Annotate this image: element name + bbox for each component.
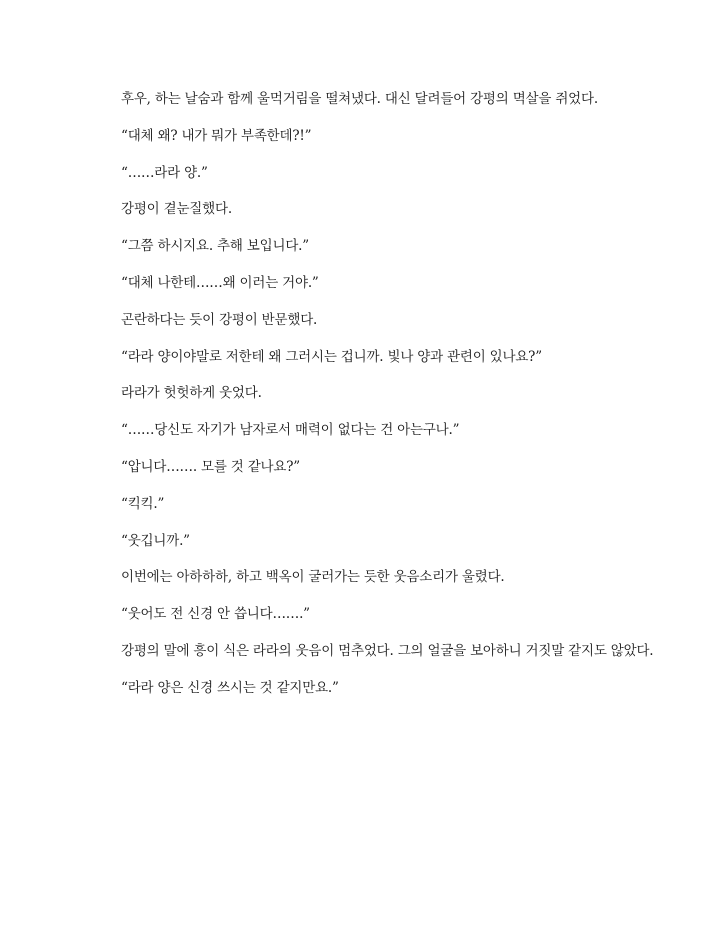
paragraph: “웃깁니까.”	[121, 532, 190, 549]
paragraph: “킥킥.”	[121, 495, 165, 512]
paragraph: “웃어도 전 신경 안 씁니다…….”	[121, 606, 310, 623]
paragraph: 이번에는 아하하하, 하고 백옥이 굴러가는 듯한 웃음소리가 울렸다.	[121, 569, 505, 586]
paragraph: 후우, 하는 날숨과 함께 울먹거림을 떨쳐냈다. 대신 달려들어 강평의 멱살을 쥐었다.	[121, 91, 598, 107]
paragraph: 강평의 말에 흥이 식은 라라의 웃음이 멈추었다. 그의 얼굴을 보아하니 거짓말 같지도 않았다.	[121, 642, 654, 659]
paragraph: “……라라 양.”	[121, 164, 208, 181]
paragraph: “대체 왜? 내가 뭐가 부족한데?!”	[121, 127, 312, 144]
paragraph: “……당신도 자기가 남자로서 매력이 없다는 건 아는구나.”	[121, 422, 460, 439]
paragraph: “라라 양이야말로 저한테 왜 그러시는 겁니까. 빛나 양과 관련이 있나요?”	[121, 348, 542, 365]
paragraph: “라라 양은 신경 쓰시는 것 같지만요.”	[121, 679, 339, 696]
paragraph: “대체 나한테……왜 이러는 거야.”	[121, 274, 319, 291]
document-body	[121, 88, 681, 714]
paragraph: 강평이 곁눈질했다.	[121, 201, 232, 218]
paragraph: 곤란하다는 듯이 강평이 반문했다.	[121, 311, 318, 328]
paragraph: “그쯤 하시지요. 추해 보입니다.”	[121, 238, 309, 255]
paragraph: “압니다……. 모를 것 같나요?”	[121, 458, 300, 475]
paragraph: 라라가 헛헛하게 웃었다.	[121, 385, 262, 402]
